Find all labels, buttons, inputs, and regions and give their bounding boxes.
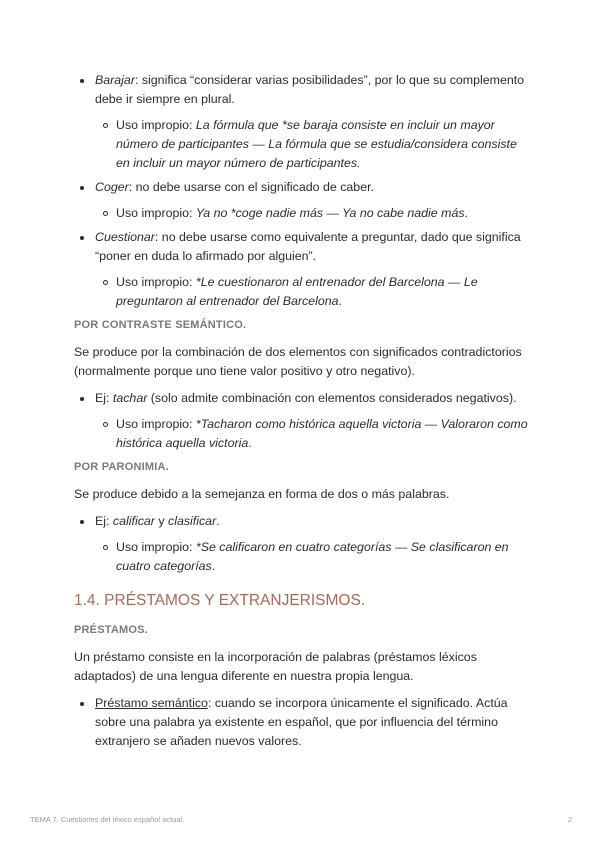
sub-list (97, 273, 534, 311)
usage-end: . (248, 436, 252, 450)
usage-label: Uso impropio: (116, 275, 196, 289)
sub-list (97, 415, 534, 453)
usage-item (97, 538, 534, 576)
example-list-contraste (74, 389, 534, 453)
usage-label: Uso impropio: (116, 206, 196, 220)
document-body (74, 71, 534, 756)
paragraph-contraste: Se produce por la combinación de dos elementos con significados contradictorios (normalmente porque uno tiene valor positivo y otro negativo). (74, 345, 522, 378)
list-item-barajar (74, 71, 534, 173)
usage-example: *Tacharon como histórica aquella victoria — Valoraron como histórica aquella victoria (116, 417, 528, 450)
example-prefix: Ej: (95, 514, 113, 528)
usage-item (97, 116, 534, 173)
example-mid: y (154, 514, 168, 528)
list-item-tachar (74, 389, 534, 453)
verb-list (74, 71, 534, 311)
example-list-paronimia (74, 512, 534, 576)
usage-end: . (464, 206, 468, 220)
definition-coger: : no debe usarse con el significado de caber. (128, 180, 374, 194)
usage-end: . (211, 559, 216, 573)
prestamo-list (74, 694, 534, 751)
usage-example: *Le cuestionaron al entrenador del Barcelona — Le preguntaron al entrenador del Barcelona (116, 275, 478, 308)
term-barajar: Barajar (95, 73, 135, 87)
sub-list (97, 204, 534, 223)
usage-item (97, 273, 534, 311)
term-tachar: tachar (112, 391, 148, 405)
sub-list (97, 116, 534, 173)
section-title: 1.4. PRÉSTAMOS Y EXTRANJERISMOS. (74, 592, 366, 609)
example-text: (solo admite combinación con elementos considerados negativos). (147, 391, 517, 405)
usage-label: Uso impropio: (116, 118, 196, 132)
definition-cuestionar: : no debe usarse como equivalente a preguntar, dado que significa “poner en duda lo afirmado por alguien”. (95, 230, 521, 263)
usage-item (97, 415, 534, 453)
definition-prestamo-semantico: : cuando se incorpora únicamente el significado. Actúa sobre una palabra ya existente en español, que por influencia del término extranjero se añaden nuevos valores. (95, 696, 508, 748)
example-prefix: Ej: (95, 391, 113, 405)
usage-example: Ya no *coge nadie más — Ya no cabe nadie más (195, 206, 465, 220)
heading-prestamos: PRÉSTAMOS. (74, 624, 148, 636)
list-item-calificar (74, 512, 534, 576)
term-clasificar: clasificar (168, 514, 217, 528)
list-item-cuestionar (74, 228, 534, 311)
term-calificar: calificar (112, 514, 155, 528)
term-coger: Coger (95, 180, 129, 194)
page-number: 2 (567, 815, 572, 824)
term-cuestionar: Cuestionar (95, 230, 155, 244)
example-end: . (216, 514, 220, 528)
page-footer (30, 810, 572, 829)
sub-list (97, 538, 534, 576)
usage-end: . (338, 294, 342, 308)
footer-text: TEMA 7. Cuestiones del léxico español actual. (30, 815, 185, 824)
paragraph-prestamos: Un préstamo consiste en la incorporación de palabras (préstamos léxicos adaptados) de una lengua diferente en nuestra propia lengua. (74, 650, 477, 683)
heading-contraste: POR CONTRASTE SEMÁNTICO. (74, 319, 247, 331)
paragraph-paronimia: Se produce debido a la semejanza en forma de dos o más palabras. (74, 487, 450, 501)
term-prestamo-semantico: Préstamo semántico (95, 696, 208, 710)
definition-barajar: : significa “considerar varias posibilidades”, por lo que su complemento debe ir siempre en plural. (95, 73, 525, 106)
list-item-coger (74, 178, 534, 223)
heading-paronimia: POR PARONIMIA. (74, 461, 169, 473)
usage-example: La fórmula que *se baraja consiste en incluir un mayor número de participantes — La fórmula que se estudia/considera consiste en incluir un mayor número de participantes. (116, 118, 517, 170)
usage-label: Uso impropio: (116, 540, 196, 554)
usage-label: Uso impropio: (116, 417, 196, 431)
list-item-prestamo-semantico (74, 694, 534, 751)
usage-example: *Se calificaron en cuatro categorías — Se clasificaron en cuatro categorías (116, 540, 509, 573)
usage-item (97, 204, 534, 223)
